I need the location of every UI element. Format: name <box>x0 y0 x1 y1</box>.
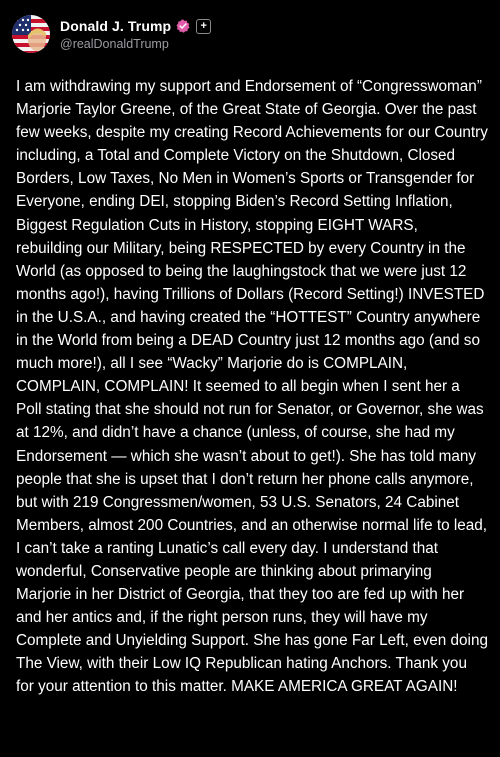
plus-icon[interactable]: + <box>196 19 211 34</box>
author-name-row <box>60 17 211 35</box>
post-body-text: I am withdrawing my support and Endorsement of “Congresswoman” Marjorie Taylor Greene, of the Great State of Georgia. Over the past few weeks, despite my creating Record Achievements for our Country including, a Total and Complete Victory on the Shutdown, Closed Borders, Low Taxes, No Men in Women’s Sports or Transgender for Everyone, ending DEI, stopping Biden’s Record Setting Inflation, Biggest Regulation Cuts in History, stopping EIGHT WARS, rebuilding our Military, being RESPECTED by every Country in the World (as opposed to being the laughingstock that we were just 12 months ago!), having Trillions of Dollars (Record Setting!) INVESTED in the U.S.A., and having created the “HOTTEST” Country anywhere in the World from being a DEAD Country just 12 months ago (and so much more!), all I see “Wacky” Marjorie do is COMPLAIN, COMPLAIN, COMPLAIN! It seemed to all begin when I sent her a Poll stating that she should not run for Senator, or Governor, she was at 12%, and didn’t have a chance (unless, of course, she had my Endorsement — which she wasn’t about to get!). She has told many people that she is upset that I don’t return her phone calls anymore, but with 219 Congressmen/women, 53 U.S. Senators, 24 Cabinet Members, almost 200 Countries, and an otherwise normal life to lead, I can’t take a ranting Lunatic’s call every day. I understand that wonderful, Conservative people are thinking about primarying Marjorie in her District of Georgia, that they too are fed up with her and her antics and, if the right person runs, they will have my Complete and Unyielding Support. She has gone Far Left, even doing The View, with their Low IQ Republican hating Anchors. Thank you for your attention to this matter. MAKE AMERICA GREAT AGAIN! <box>16 78 488 696</box>
post-header <box>12 12 211 56</box>
verified-badge-icon <box>176 19 190 33</box>
author-name[interactable]: Donald J. Trump <box>60 18 172 34</box>
author-handle[interactable]: @realDonaldTrump <box>60 37 169 51</box>
avatar[interactable] <box>12 15 50 53</box>
flag-avatar-image <box>12 15 50 53</box>
author-identity <box>60 17 211 51</box>
